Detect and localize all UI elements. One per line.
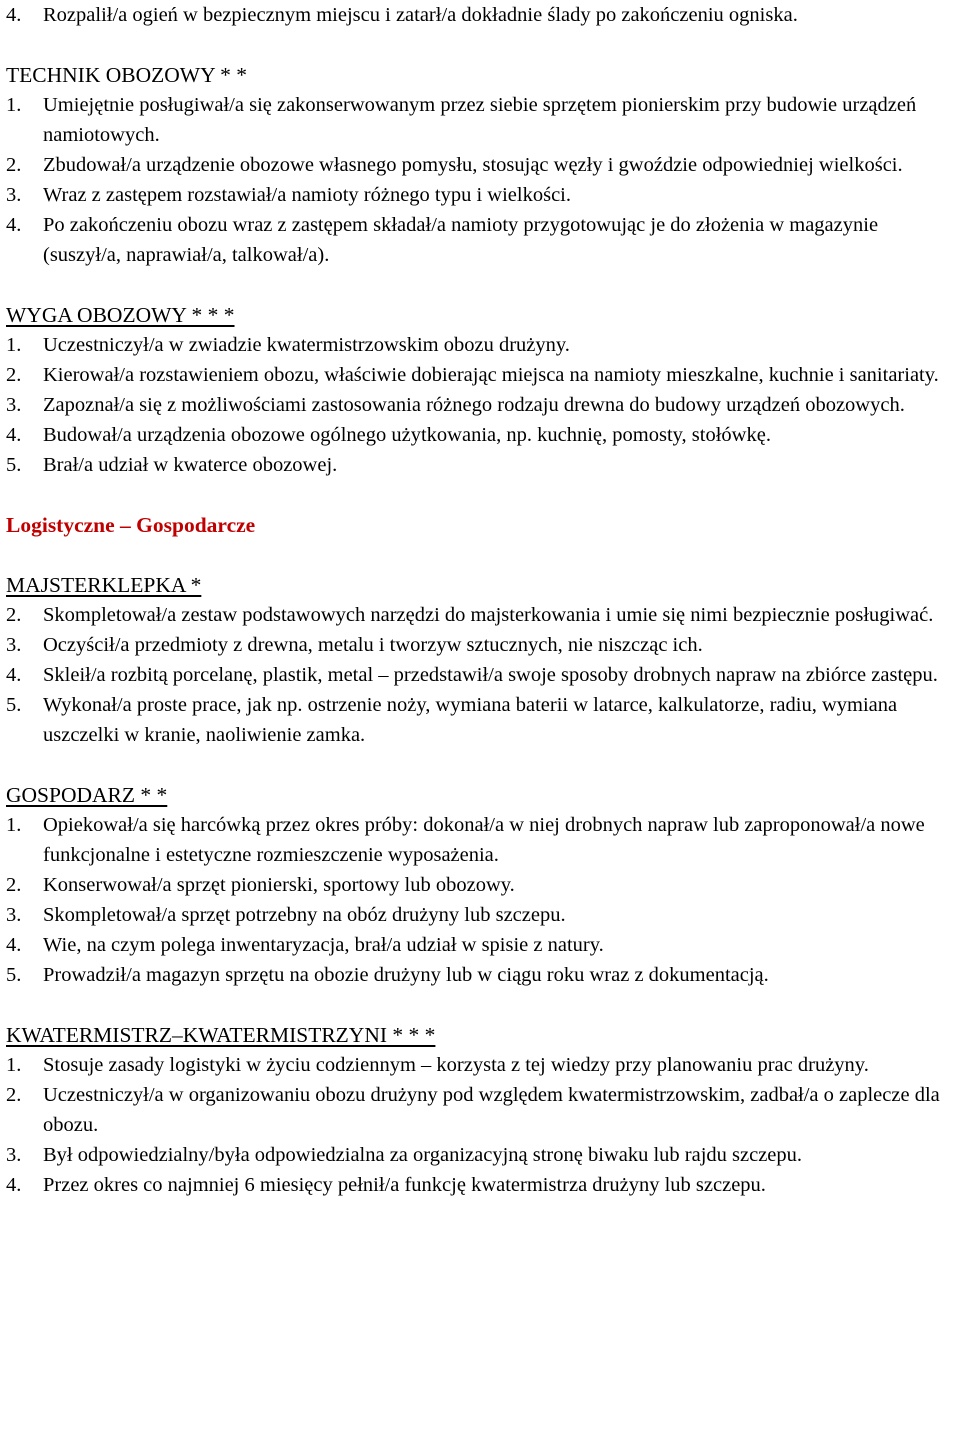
- item-text: Budował/a urządzenia obozowe ogólnego użytkowania, np. kuchnię, pomosty, stołówkę.: [43, 424, 771, 446]
- list-item: [0, 900, 960, 930]
- section-gospodarz: [0, 780, 960, 990]
- item-text: Skompletował/a zestaw podstawowych narzędzi do majsterkowania i umie się nimi bezpiecznie posługiwać.: [43, 604, 934, 626]
- item-number: 4.: [6, 214, 22, 236]
- item-text: Zapoznał/a się z możliwościami zastosowania różnego rodzaju drewna do budowy urządzeń obozowych.: [43, 394, 905, 416]
- item-text: Wykonał/a proste prace, jak np. ostrzenie noży, wymiana baterii w latarce, kalkulatorze, radiu, wymiana uszczelki w kranie, naoliwienie zamka.: [43, 694, 898, 746]
- item-number: 1.: [6, 1054, 22, 1076]
- item-number: 2.: [6, 874, 22, 896]
- list-item: [0, 960, 960, 990]
- list-item: [0, 210, 960, 270]
- item-number: 3.: [6, 184, 22, 206]
- section-wyga-obozowy: [0, 300, 960, 480]
- item-number: 4.: [6, 4, 22, 26]
- item-number: 2.: [6, 604, 22, 626]
- item-text: Opiekował/a się harcówką przez okres próby: dokonał/a w niej drobnych napraw lub zaproponował/a nowe funkcjonalne i estetyczne rozmieszczenie wyposażenia.: [43, 814, 925, 866]
- item-text: Umiejętnie posługiwał/a się zakonserwowanym przez siebie sprzętem pionierskim przy budowie urządzeń namiotowych.: [43, 94, 917, 146]
- list-item: [0, 90, 960, 150]
- list-item: [0, 630, 960, 660]
- list-item: [0, 390, 960, 420]
- item-number: 3.: [6, 634, 22, 656]
- section-majsterklepka: [0, 570, 960, 750]
- item-text: Uczestniczył/a w organizowaniu obozu drużyny pod względem kwatermistrzowskim, zadbał/a o zaplecze dla obozu.: [43, 1084, 940, 1136]
- list-item: [0, 360, 960, 390]
- list-item: [0, 330, 960, 360]
- item-text: Skleił/a rozbitą porcelanę, plastik, metal – przedstawił/a swoje sposoby drobnych napraw na zbiórce zastępu.: [43, 664, 938, 686]
- item-text: Stosuje zasady logistyki w życiu codziennym – korzysta z tej wiedzy przy planowaniu prac drużyny.: [43, 1054, 869, 1076]
- list-item: [0, 0, 960, 30]
- section-kwatermistrz: [0, 1020, 960, 1200]
- list-item: [0, 450, 960, 480]
- item-number: 1.: [6, 94, 22, 116]
- item-text: Oczyścił/a przedmioty z drewna, metalu i tworzyw sztucznych, nie niszcząc ich.: [43, 634, 703, 656]
- item-text: Był odpowiedzialny/była odpowiedzialna za organizacyjną stronę biwaku lub rajdu szczepu.: [43, 1144, 803, 1166]
- item-number: 4.: [6, 424, 22, 446]
- item-text: Kierował/a rozstawieniem obozu, właściwie dobierając miejsca na namioty mieszkalne, kuchnie i sanitariaty.: [43, 364, 939, 386]
- list-item: [0, 660, 960, 690]
- section-heading: GOSPODARZ * *: [6, 783, 168, 807]
- section-heading: WYGA OBOZOWY * * *: [6, 303, 235, 327]
- section-heading: TECHNIK OBOZOWY * *: [6, 63, 248, 87]
- item-number: 4.: [6, 1174, 22, 1196]
- list-item: [0, 1140, 960, 1170]
- item-text: Po zakończeniu obozu wraz z zastępem składał/a namioty przygotowując je do złożenia w magazynie (suszył/a, naprawiał/a, talkował/a).: [43, 214, 879, 266]
- item-number: 5.: [6, 454, 22, 476]
- section-heading: MAJSTERKLEPKA *: [6, 573, 202, 597]
- item-text: Skompletował/a sprzęt potrzebny na obóz drużyny lub szczepu.: [43, 904, 566, 926]
- list-item: [0, 930, 960, 960]
- list-item: [0, 1080, 960, 1140]
- item-number: 3.: [6, 1144, 22, 1166]
- item-text: Wie, na czym polega inwentaryzacja, brał/a udział w spisie z natury.: [43, 934, 604, 956]
- list-item: [0, 1170, 960, 1200]
- item-number: 4.: [6, 664, 22, 686]
- section-continuation: [0, 0, 960, 30]
- item-number: 2.: [6, 154, 22, 176]
- item-number: 1.: [6, 814, 22, 836]
- item-text: Zbudował/a urządzenie obozowe własnego pomysłu, stosując węzły i gwoździe odpowiedniej wielkości.: [43, 154, 903, 176]
- item-text: Rozpalił/a ogień w bezpiecznym miejscu i zatarł/a dokładnie ślady po zakończeniu ogniska.: [43, 4, 798, 26]
- item-number: 2.: [6, 364, 22, 386]
- list-item: [0, 1050, 960, 1080]
- list-item: [0, 810, 960, 870]
- item-text: Przez okres co najmniej 6 miesięcy pełnił/a funkcję kwatermistrza drużyny lub szczepu.: [43, 1174, 766, 1196]
- list-item: [0, 150, 960, 180]
- list-item: [0, 600, 960, 630]
- item-text: Prowadził/a magazyn sprzętu na obozie drużyny lub w ciągu roku wraz z dokumentacją.: [43, 964, 769, 986]
- item-text: Uczestniczył/a w zwiadzie kwatermistrzowskim obozu drużyny.: [43, 334, 570, 356]
- item-text: Konserwował/a sprzęt pionierski, sportowy lub obozowy.: [43, 874, 515, 896]
- item-number: 3.: [6, 394, 22, 416]
- item-number: 3.: [6, 904, 22, 926]
- item-number: 2.: [6, 1084, 22, 1106]
- list-item: [0, 420, 960, 450]
- item-number: 1.: [6, 334, 22, 356]
- item-text: Brał/a udział w kwaterce obozowej.: [43, 454, 338, 476]
- item-text: Wraz z zastępem rozstawiał/a namioty różnego typu i wielkości.: [43, 184, 571, 206]
- item-number: 4.: [6, 934, 22, 956]
- item-number: 5.: [6, 694, 22, 716]
- section-heading: KWATERMISTRZ–KWATERMISTRZYNI * * *: [6, 1023, 436, 1047]
- list-item: [0, 180, 960, 210]
- list-item: [0, 690, 960, 750]
- item-number: 5.: [6, 964, 22, 986]
- list-item: [0, 870, 960, 900]
- section-technik-obozowy: [0, 60, 960, 270]
- category-heading: Logistyczne – Gospodarcze: [6, 513, 256, 537]
